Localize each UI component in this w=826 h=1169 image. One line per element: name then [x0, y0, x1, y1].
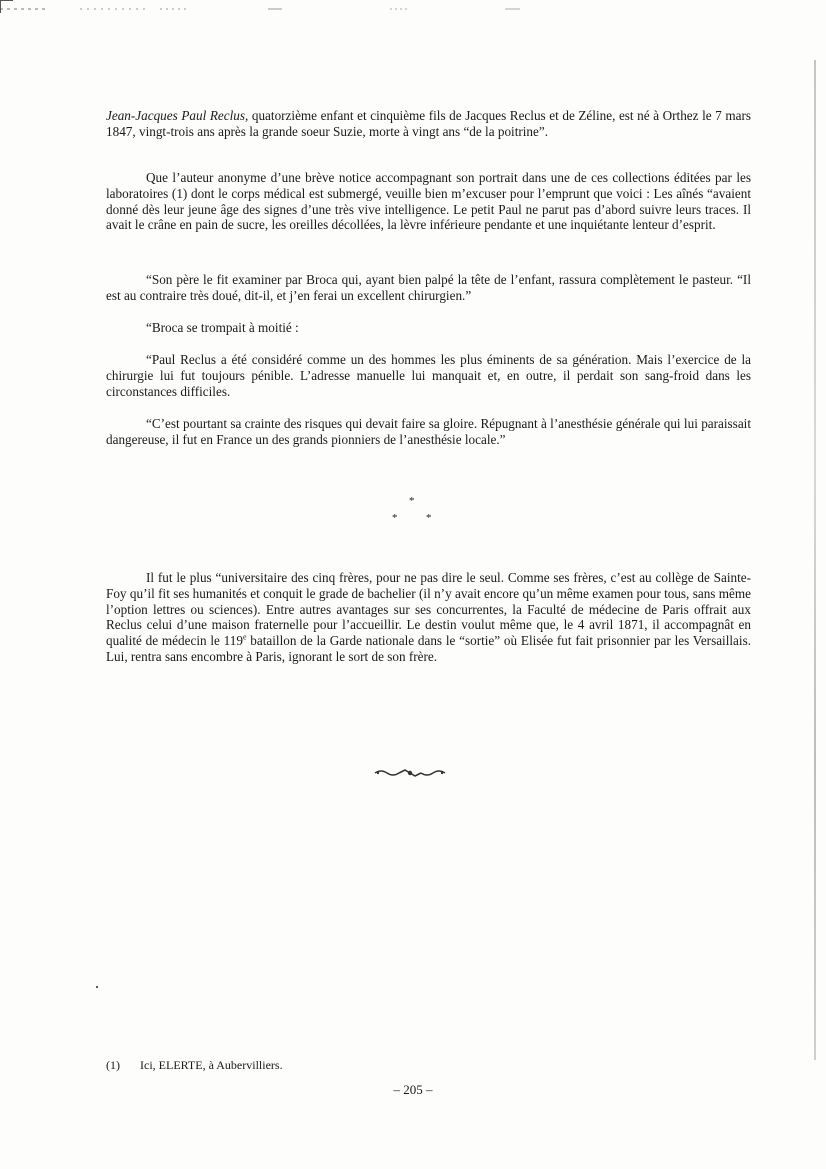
asterism-star: * — [426, 512, 432, 524]
paragraph-7 — [106, 570, 751, 665]
paragraph-1 — [106, 108, 751, 140]
paragraph-4 — [106, 320, 751, 336]
asterism — [386, 496, 436, 526]
paragraph-3 — [106, 272, 751, 304]
paragraph-6 — [106, 416, 751, 448]
paragraph-3-text: “Son père le fit examiner par Broca qui, ayant bien palpé la tête de l’enfant, rassura complètement le pasteur. “Il est au contraire très doué, dit-il, et j’en ferai un excellent chirurgien.” — [106, 272, 751, 303]
paragraph-2 — [106, 170, 751, 233]
paragraph-7-text-end: bataillon de la Garde nationale dans le “sortie” où Elisée fut fait prisonnier par les Versaillais. Lui, rentra sans encombre à Paris, ignorant le sort de son frère. — [106, 633, 751, 664]
page-number: – 205 – — [393, 1082, 433, 1097]
paragraph-5 — [106, 352, 751, 399]
paragraph-1-text: quatorzième enfant et cinquième fils de Jacques Reclus et de Zéline, est né à Orthez le 7 mars 1847, vingt-trois ans après la grande soeur Suzie, morte à vingt ans “de la poitrine”. — [106, 108, 751, 139]
paragraph-7-text: Il fut le plus “universitaire des cinq frères, pour ne pas dire le seul. Comme ses frères, c’est au collège de Sainte-Foy qu’il fit ses humanités et conquit le grade de bachelier (il n’y avait encore qu’un même examen pour tous, sans même l’option lettres ou sciences). Entre autres avantages sur ses concurrentes, la Faculté de médecine de Paris offrait aux Reclus celui d’une maison fraternelle pour l’accueillir. Le destin voulut même que, le 4 avril 1871, il accompagnât en qualité de médecin le 119 — [106, 570, 751, 649]
section-ornament — [373, 768, 447, 778]
scan-speck — [96, 986, 98, 988]
subject-name: Jean-Jacques Paul Reclus, — [106, 108, 249, 123]
asterism-star: * — [392, 512, 398, 524]
footnote-number: (1) — [106, 1058, 120, 1072]
ordinal-suffix: e — [242, 632, 247, 642]
scan-right-edge — [814, 60, 816, 1060]
scan-corner-mark — [0, 0, 13, 13]
paragraph-5-text: “Paul Reclus a été considéré comme un des hommes les plus éminents de sa génération. Mais l’exercice de la chirurgie lui fut toujours pénible. L’adresse manuelle lui manquait et, en outre, il perdait son sang-froid dans les circonstances difficiles. — [106, 352, 751, 399]
paragraph-4-text: “Broca se trompait à moitié : — [146, 320, 299, 335]
paragraph-2-text: Que l’auteur anonyme d’une brève notice accompagnant son portrait dans une de ces collections éditées par les laboratoires (1) dont le corps médical est submergé, veuille bien m’excuser pour l’emprunt que voici : Les aînés “avaient donné dès leur jeune âge des signes d’une très vive intelligence. Le petit Paul ne parut pas d’abord suivre leurs traces. Il avait le crâne en pain de sucre, les oreilles décollées, la lèvre inférieure pendante et une inquiétante lenteur d’esprit. — [106, 170, 751, 233]
footnote-text: Ici, ELERTE, à Aubervilliers. — [140, 1058, 283, 1072]
paragraph-6-text: “C’est pourtant sa crainte des risques qui devait faire sa gloire. Répugnant à l’anesthésie générale qui lui paraissait dangereuse, il fut en France un des grands pionniers de l’anesthésie locale.” — [106, 416, 751, 447]
scan-top-edge — [0, 8, 560, 11]
footnote — [106, 1058, 283, 1072]
asterism-star: * — [409, 495, 415, 507]
